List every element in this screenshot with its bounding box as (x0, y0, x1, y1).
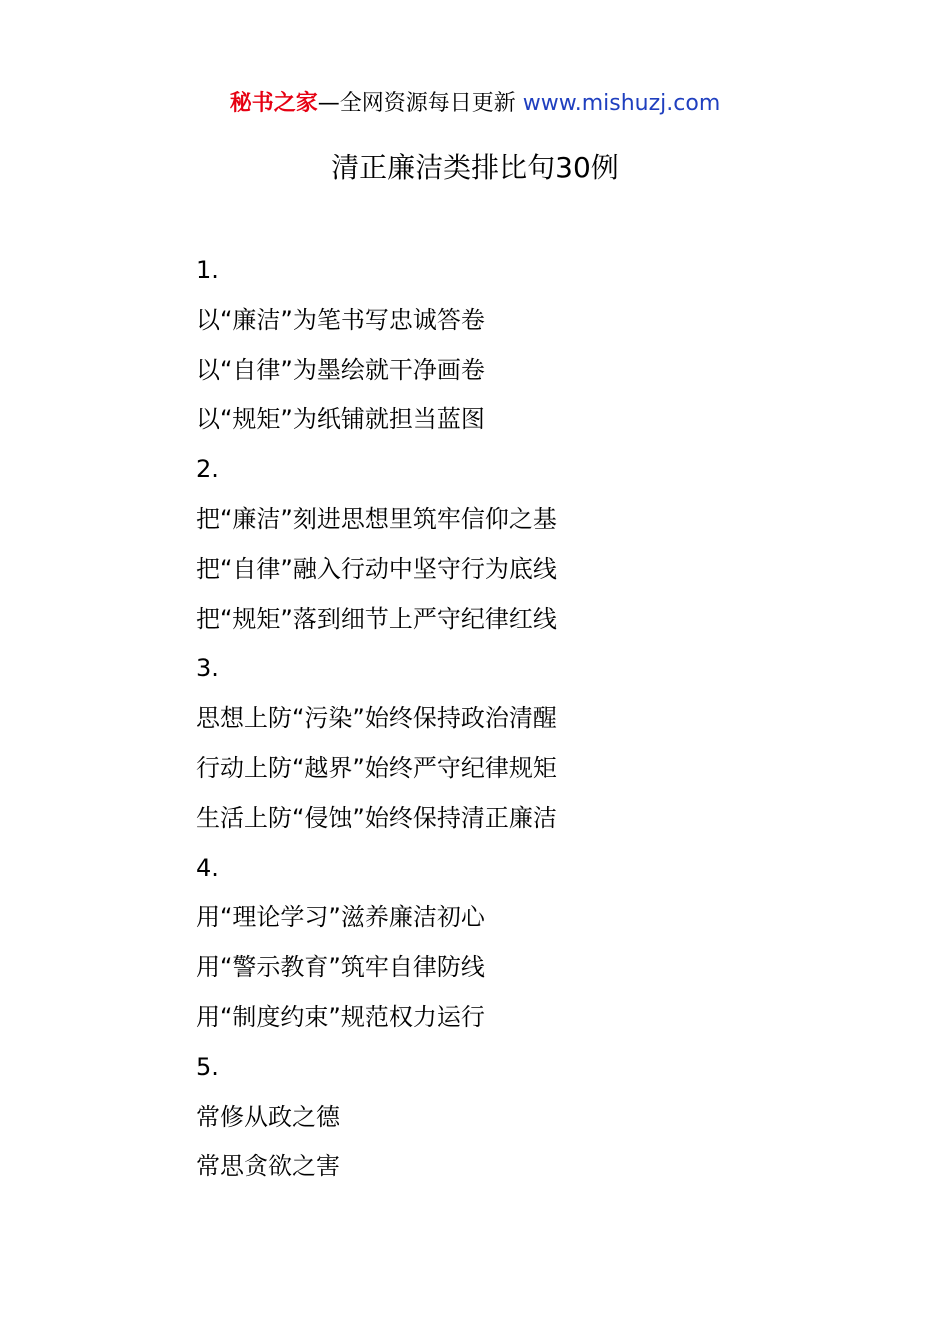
text-line: 以“廉洁”为笔书写忠诚答卷 (196, 305, 485, 334)
site-header (0, 88, 950, 120)
text-line: 思想上防“污染”始终保持政治清醒 (196, 704, 557, 733)
text-line: 行动上防“越界”始终严守纪律规矩 (196, 753, 557, 782)
text-line: 常修从政之德 (196, 1102, 340, 1131)
text-line: 把“规矩”落到细节上严守纪律红线 (196, 604, 557, 633)
site-url-link[interactable]: www.mishuzj.com (522, 91, 721, 116)
text-line: 用“理论学习”滋养廉洁初心 (196, 903, 485, 932)
site-brand: 秘书之家 (229, 91, 318, 116)
section-number: 4. (196, 853, 219, 882)
text-line: 把“自律”融入行动中坚守行为底线 (196, 554, 557, 583)
text-line: 以“规矩”为纸铺就担当蓝图 (196, 405, 485, 434)
text-line: 生活上防“侵蚀”始终保持清正廉洁 (196, 803, 557, 832)
document-body (196, 246, 896, 1192)
site-tagline: —全网资源每日更新 (317, 91, 523, 116)
section-number: 5. (196, 1052, 219, 1081)
text-line: 以“自律”为墨绘就干净画卷 (196, 355, 485, 384)
section-number: 1. (196, 256, 219, 284)
section-number: 3. (196, 654, 219, 683)
text-line: 用“制度约束”规范权力运行 (196, 1002, 485, 1031)
text-line: 常思贪欲之害 (196, 1152, 340, 1181)
text-line: 把“廉洁”刻进思想里筑牢信仰之基 (196, 504, 557, 533)
section-number: 2. (196, 455, 219, 484)
document-title: 清正廉洁类排比句30例 (331, 151, 619, 184)
text-line: 用“警示教育”筑牢自律防线 (196, 953, 485, 982)
